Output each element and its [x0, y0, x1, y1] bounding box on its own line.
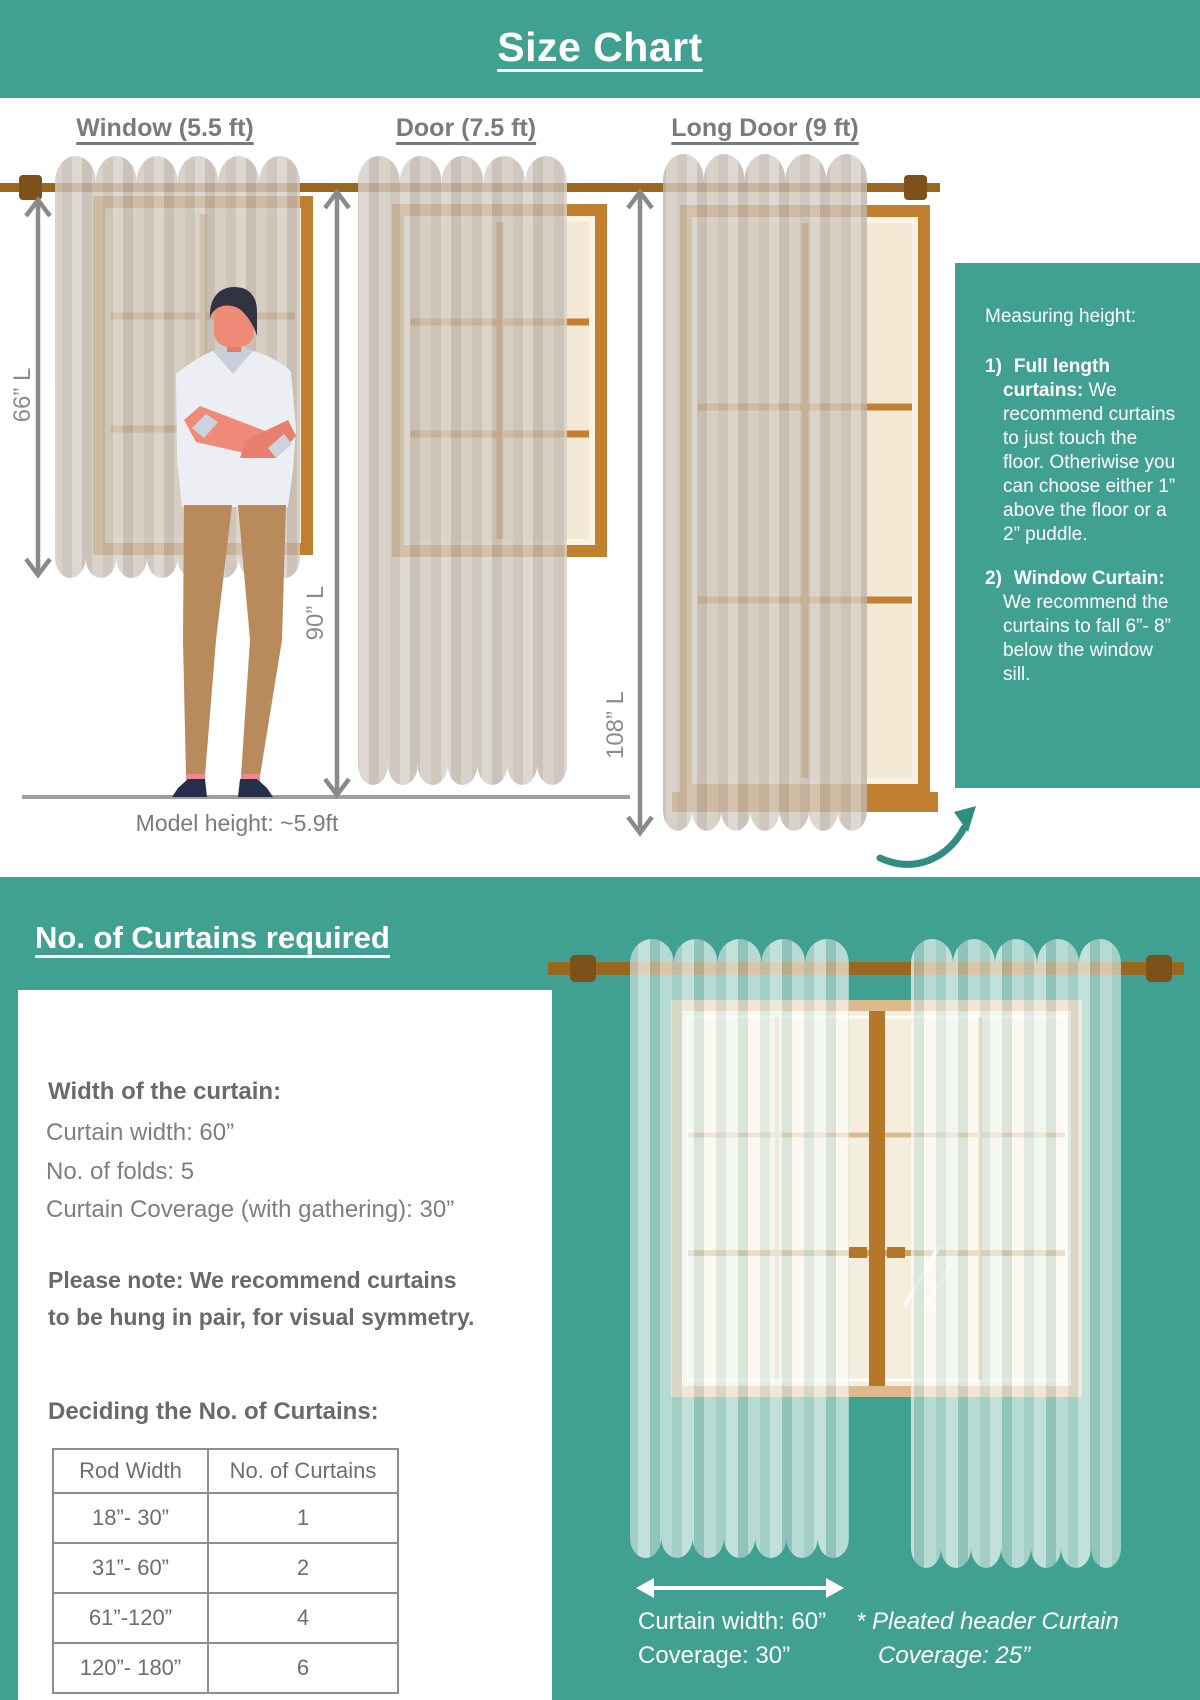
pleated-note-line1: * Pleated header Curtain — [856, 1608, 1119, 1635]
pleated-note-line2: Coverage: 25” — [878, 1642, 1031, 1669]
diagram-coverage-label: Coverage: 30” — [638, 1642, 791, 1669]
diagram-width-label: Curtain width: 60” — [638, 1608, 827, 1635]
curtain-66in — [55, 156, 300, 578]
table-row: 18”- 30” 1 — [53, 1493, 398, 1543]
curtain-108in — [663, 154, 867, 831]
curtain-rod-top — [0, 175, 940, 200]
table-title: Deciding the No. of Curtains: — [48, 1398, 379, 1425]
table-row: 61”-120” 4 — [53, 1593, 398, 1643]
col-rod-width: Rod Width — [53, 1449, 208, 1493]
card-width-title: Width of the curtain: — [48, 1078, 282, 1105]
label-window: Window (5.5 ft) — [76, 114, 254, 142]
person-illustration — [172, 287, 296, 797]
card-line-width: Curtain width: 60” — [46, 1119, 235, 1146]
door-frame-medium — [392, 204, 607, 557]
table-row: 120”- 180” 6 — [53, 1643, 398, 1693]
label-door: Door (7.5 ft) — [395, 114, 537, 142]
card-line-folds: No. of folds: 5 — [46, 1158, 195, 1185]
card-line-coverage: Curtain Coverage (with gathering): 30” — [46, 1196, 455, 1223]
section2-heading: No. of Curtains required — [35, 920, 390, 955]
model-height-label: Model height: ~5.9ft — [135, 810, 339, 836]
door-frame-long — [672, 205, 938, 812]
curved-arrow-icon — [880, 806, 976, 864]
curtain-90in — [358, 156, 567, 785]
label-long-door: Long Door (9 ft) — [671, 114, 859, 142]
window-frame-small — [93, 196, 313, 555]
col-no-curtains: No. of Curtains — [208, 1449, 398, 1493]
curtain-count-table — [52, 1448, 399, 1694]
dimension-arrow-90 — [325, 192, 349, 795]
table-header-row — [53, 1449, 398, 1493]
table-row: 31”- 60” 2 — [53, 1543, 398, 1593]
size-chart-infographic: Size Chart Window (5.5 ft) Door (7.5 ft) Long Door (9 ft) 66” L 90” L 108” L Model height: ~5.9ft Measuring height: 1) Full length curtains: We recommend curtains to just touch the floor. Otheriwise you can choose either 1” above the floor or a 2” puddle. 2) Window Curtain: We recommend the curtains to fall 6”- 8” below the window sill. No. of Curtains required Width of the curtain: Curtain width: 60” No. of folds: 5 Curtain Coverage (with gathering): 30” Please note: We recommend curtains to be hung in pair, for visual symmetry. Deciding the No. of Curtains: Rod Width No. of Curtains 18”- 30” 1 31”- 60” 2 61”-120” 4 120”- 180” 6 Curtain width: 60” Coverage: 30” * Pleated header Curtain Coverage: 25” — [0, 0, 1200, 1700]
measuring-height-box — [955, 263, 1200, 788]
measuring-heading: Measuring height: — [985, 306, 1137, 327]
page-title: Size Chart — [497, 24, 703, 70]
measuring-item-2: 2) Window Curtain: We recommend the curtains to fall 6”- 8” below the window sill. — [985, 568, 1171, 685]
card-note: Please note: We recommend curtains to be hung in pair, for visual symmetry. — [48, 1267, 475, 1330]
dimension-arrow-108 — [628, 192, 652, 833]
measuring-item-1: 1) Full length curtains: We recommend curtains to just touch the floor. Otheriwise you can choose either 1” above the floor or a 2” puddle. — [985, 356, 1176, 545]
